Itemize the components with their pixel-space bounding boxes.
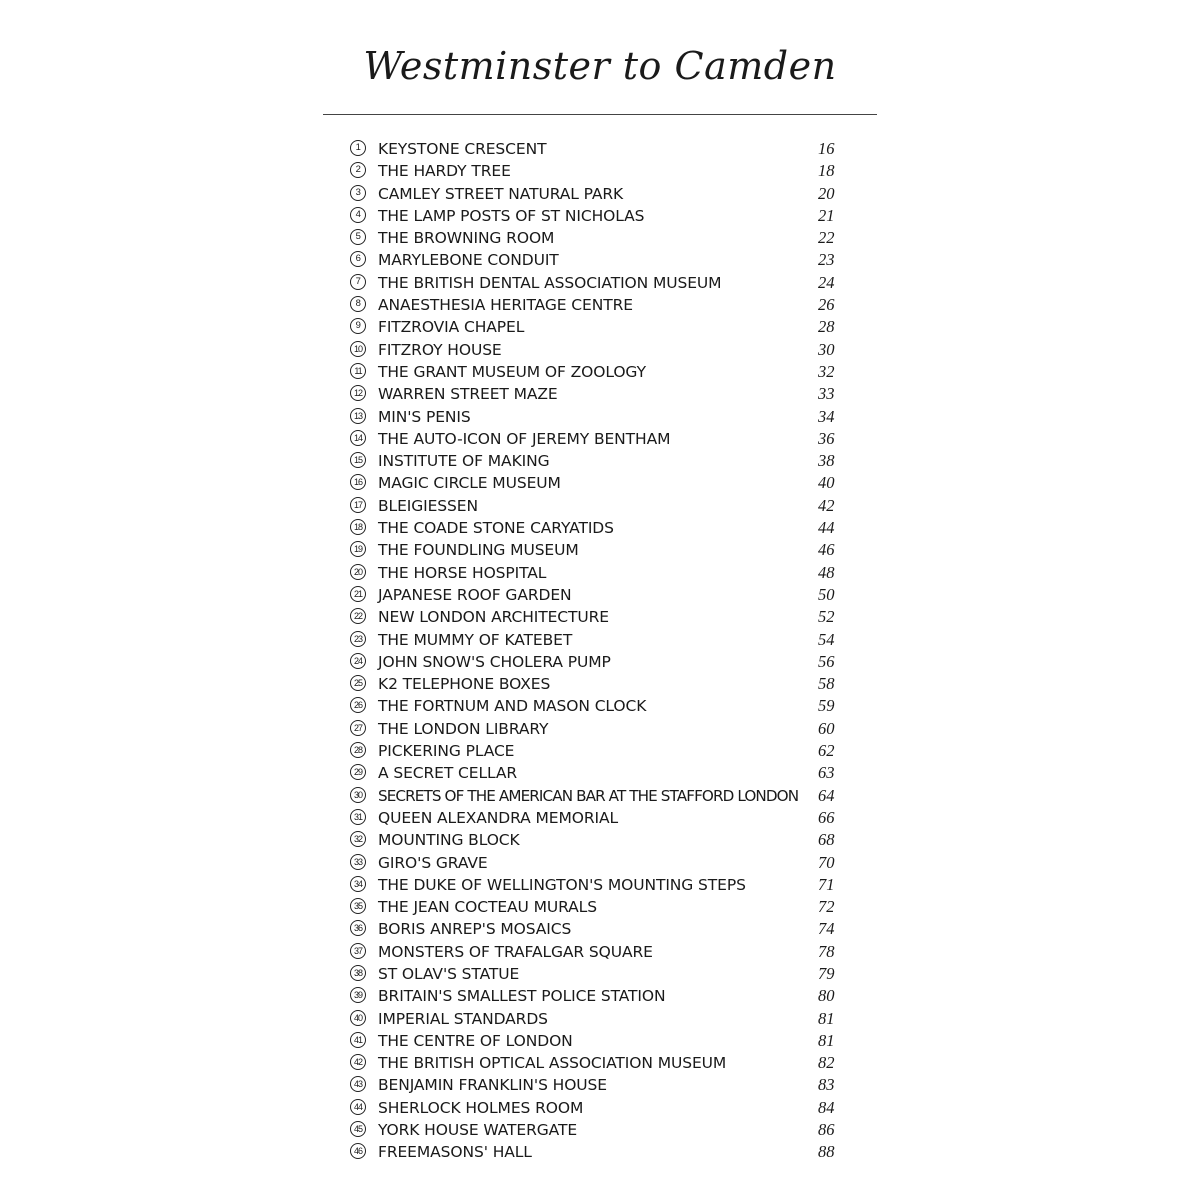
toc-page-number: 16 — [818, 139, 835, 158]
toc-entry-title: K2 TELEPHONE BOXES — [378, 675, 551, 694]
circled-number-badge: 12 — [350, 385, 366, 401]
toc-entry — [348, 985, 848, 1007]
toc-page-number: 63 — [818, 763, 835, 783]
toc-entry-title: NEW LONDON ARCHITECTURE — [378, 608, 609, 627]
circled-number-badge: 44 — [350, 1099, 366, 1115]
toc-entry-title: PICKERING PLACE — [378, 742, 515, 761]
toc-page-number: 80 — [818, 986, 835, 1006]
toc-page-number: 59 — [818, 696, 835, 716]
toc-page-number: 74 — [818, 919, 835, 939]
circled-number-badge: 3 — [350, 185, 366, 201]
circled-number-badge: 37 — [350, 943, 366, 959]
toc-entry — [348, 1052, 848, 1074]
toc-entry-title: A SECRET CELLAR — [378, 764, 518, 783]
toc-entry-title: ANAESTHESIA HERITAGE CENTRE — [378, 296, 633, 315]
toc-entry-title: THE BRITISH DENTAL ASSOCIATION MUSEUM — [378, 273, 722, 292]
toc-entry — [348, 472, 848, 494]
toc-page-number: 38 — [818, 451, 835, 471]
circled-number-badge: 6 — [350, 251, 366, 267]
toc-page-number: 71 — [818, 874, 835, 894]
toc-entry-title: THE MUMMY OF KATEBET — [378, 630, 573, 649]
toc-entry-title: SHERLOCK HOLMES ROOM — [378, 1098, 584, 1117]
toc-entry — [348, 718, 848, 740]
toc-entry-title: THE GRANT MUSEUM OF ZOOLOGY — [378, 362, 646, 381]
toc-entry — [348, 941, 848, 963]
toc-entry-title: MONSTERS OF TRAFALGAR SQUARE — [378, 942, 653, 961]
toc-page-number: 68 — [818, 830, 835, 850]
toc-entry-title: IMPERIAL STANDARDS — [378, 1009, 548, 1028]
circled-number-badge: 26 — [350, 697, 366, 713]
toc-entry — [348, 740, 848, 762]
circled-number-badge: 4 — [350, 207, 366, 223]
toc-entry-title: THE CENTRE OF LONDON — [378, 1031, 573, 1050]
circled-number-badge: 5 — [350, 229, 366, 245]
toc-entry-title: QUEEN ALEXANDRA MEMORIAL — [378, 808, 619, 827]
toc-entry — [348, 339, 848, 361]
circled-number-badge: 15 — [350, 452, 366, 468]
page-title: Westminster to Camden — [363, 44, 837, 88]
toc-entry — [348, 1008, 848, 1030]
toc-page-number: 83 — [818, 1075, 835, 1095]
toc-entry-title: MARYLEBONE CONDUIT — [378, 251, 559, 270]
toc-entry — [348, 673, 848, 695]
toc-entry — [348, 1074, 848, 1096]
toc-entry — [348, 428, 848, 450]
toc-page-number: 42 — [818, 495, 835, 515]
toc-entry-title: JOHN SNOW'S CHOLERA PUMP — [378, 652, 611, 671]
circled-number-badge: 36 — [350, 920, 366, 936]
toc-entry — [348, 918, 848, 940]
toc-entry-title: YORK HOUSE WATERGATE — [378, 1121, 578, 1140]
circled-number-badge: 34 — [350, 876, 366, 892]
toc-page-number: 50 — [818, 584, 835, 604]
toc-entry — [348, 450, 848, 472]
circled-number-badge: 25 — [350, 675, 366, 691]
toc-page-number: 24 — [818, 272, 835, 292]
toc-entry — [348, 495, 848, 517]
toc-page-number: 81 — [818, 1008, 835, 1028]
toc-entry-title: JAPANESE ROOF GARDEN — [378, 585, 572, 604]
toc-page-number: 60 — [818, 718, 835, 738]
toc-entry — [348, 361, 848, 383]
toc-entry — [348, 406, 848, 428]
toc-entry-title: MAGIC CIRCLE MUSEUM — [378, 474, 561, 493]
toc-page-number: 56 — [818, 651, 835, 671]
toc-entry-title: ST OLAV'S STATUE — [378, 964, 520, 983]
toc-page-number: 26 — [818, 295, 835, 315]
toc-page-number: 81 — [818, 1030, 835, 1050]
toc-page-number: 40 — [818, 473, 835, 493]
circled-number-badge: 20 — [350, 564, 366, 580]
toc-page-number: 64 — [818, 785, 835, 805]
toc-entry-title: BENJAMIN FRANKLIN'S HOUSE — [378, 1076, 607, 1095]
toc-page-number: 62 — [818, 741, 835, 761]
circled-number-badge: 32 — [350, 831, 366, 847]
toc-entry-title: FITZROY HOUSE — [378, 340, 502, 359]
toc-entry — [348, 606, 848, 628]
circled-number-badge: 41 — [350, 1032, 366, 1048]
toc-page-number: 34 — [818, 406, 835, 426]
toc-entry-title: THE LONDON LIBRARY — [378, 719, 549, 738]
circled-number-badge: 33 — [350, 854, 366, 870]
circled-number-badge: 23 — [350, 631, 366, 647]
toc-entry-title: THE DUKE OF WELLINGTON'S MOUNTING STEPS — [378, 875, 746, 894]
toc-page-number: 54 — [818, 629, 835, 649]
toc-entry — [348, 316, 848, 338]
toc-page-number: 23 — [818, 250, 835, 270]
toc-page-number: 86 — [818, 1120, 835, 1140]
toc-entry-title: FITZROVIA CHAPEL — [378, 318, 525, 337]
toc-page-number: 33 — [818, 384, 835, 404]
toc-entry — [348, 183, 848, 205]
toc-page-number: 66 — [818, 807, 835, 827]
toc-entry-title: THE COADE STONE CARYATIDS — [378, 519, 614, 538]
toc-entry-title: MIN'S PENIS — [378, 407, 471, 426]
toc-page-number: 58 — [818, 674, 835, 694]
toc-page-number: 21 — [818, 205, 835, 225]
circled-number-badge: 38 — [350, 965, 366, 981]
toc-entry — [348, 294, 848, 316]
toc-entry-title: THE HARDY TREE — [378, 162, 511, 181]
circled-number-badge: 21 — [350, 586, 366, 602]
toc-page-number: 28 — [818, 317, 835, 337]
toc-page-number: 78 — [818, 941, 835, 961]
toc-entry — [348, 785, 848, 807]
toc-entry — [348, 1030, 848, 1052]
toc-entry — [348, 762, 848, 784]
toc-entry-title: THE JEAN COCTEAU MURALS — [378, 898, 597, 917]
toc-entry — [348, 963, 848, 985]
circled-number-badge: 10 — [350, 341, 366, 357]
circled-number-badge: 2 — [350, 162, 366, 178]
toc-entry-title: GIRO'S GRAVE — [378, 853, 488, 872]
circled-number-badge: 14 — [350, 430, 366, 446]
toc-entry — [348, 1141, 848, 1163]
circled-number-badge: 16 — [350, 474, 366, 490]
toc-page-number: 20 — [818, 183, 835, 203]
toc-entry — [348, 651, 848, 673]
circled-number-badge: 17 — [350, 497, 366, 513]
toc-page-number: 72 — [818, 897, 835, 917]
circled-number-badge: 19 — [350, 541, 366, 557]
circled-number-badge: 42 — [350, 1054, 366, 1070]
toc-entry — [348, 695, 848, 717]
toc-page-number: 70 — [818, 852, 835, 872]
circled-number-badge: 40 — [350, 1010, 366, 1026]
toc-entry-title: MOUNTING BLOCK — [378, 831, 520, 850]
toc-page-number: 52 — [818, 607, 835, 627]
toc-page-number: 18 — [818, 161, 835, 181]
circled-number-badge: 45 — [350, 1121, 366, 1137]
toc-entry-title: CAMLEY STREET NATURAL PARK — [378, 184, 624, 203]
circled-number-badge: 8 — [350, 296, 366, 312]
toc-entry — [348, 629, 848, 651]
toc-entry — [348, 584, 848, 606]
toc-entry — [348, 249, 848, 271]
toc-entry-title: INSTITUTE OF MAKING — [378, 452, 550, 471]
title-divider — [323, 114, 877, 115]
circled-number-badge: 27 — [350, 720, 366, 736]
circled-number-badge: 46 — [350, 1143, 366, 1159]
toc-entry-title: THE BROWNING ROOM — [378, 229, 555, 248]
toc-entry-title: KEYSTONE CRESCENT — [378, 140, 547, 158]
toc-entry-title: THE HORSE HOSPITAL — [378, 563, 547, 582]
toc-entry-title: THE FOUNDLING MUSEUM — [378, 541, 579, 560]
circled-number-badge: 29 — [350, 764, 366, 780]
toc-entry — [348, 896, 848, 918]
toc-page-number: 44 — [818, 518, 835, 538]
toc-page-number: 79 — [818, 963, 835, 983]
toc-entry — [348, 205, 848, 227]
toc-page-number: 22 — [818, 228, 835, 248]
toc-page-number: 46 — [818, 540, 835, 560]
toc-page-number: 48 — [818, 562, 835, 582]
circled-number-badge: 7 — [350, 274, 366, 290]
toc-entry — [348, 383, 848, 405]
circled-number-badge: 28 — [350, 742, 366, 758]
toc-entry-title: BLEIGIESSEN — [378, 496, 478, 515]
toc-entry — [348, 227, 848, 249]
circled-number-badge: 9 — [350, 318, 366, 334]
toc-entry-title: THE AUTO-ICON OF JEREMY BENTHAM — [378, 429, 671, 448]
toc-entry — [348, 829, 848, 851]
toc-entry — [348, 1097, 848, 1119]
toc-page-number: 84 — [818, 1097, 835, 1117]
circled-number-badge: 30 — [350, 787, 366, 803]
circled-number-badge: 35 — [350, 898, 366, 914]
toc-entry-title: BRITAIN'S SMALLEST POLICE STATION — [378, 987, 666, 1006]
toc-entry-title: SECRETS OF THE AMERICAN BAR AT THE STAFFORD LONDON — [378, 786, 799, 805]
circled-number-badge: 22 — [350, 608, 366, 624]
toc-entry-title: THE LAMP POSTS OF ST NICHOLAS — [378, 206, 645, 225]
toc-entry — [348, 562, 848, 584]
toc-entry — [348, 852, 848, 874]
toc-entry-title: THE BRITISH OPTICAL ASSOCIATION MUSEUM — [378, 1054, 727, 1073]
circled-number-badge: 31 — [350, 809, 366, 825]
toc-page-number: 88 — [818, 1142, 835, 1162]
toc-entry-title: BORIS ANREP'S MOSAICS — [378, 920, 572, 939]
toc-entry — [348, 160, 848, 182]
toc-page-number: 36 — [818, 428, 835, 448]
toc-entry-title: FREEMASONS' HALL — [378, 1143, 532, 1162]
circled-number-badge: 11 — [350, 363, 366, 379]
circled-number-badge: 24 — [350, 653, 366, 669]
toc-entry-title: THE FORTNUM AND MASON CLOCK — [378, 697, 647, 716]
toc-entry — [348, 807, 848, 829]
toc-entry — [348, 138, 848, 160]
circled-number-badge: 39 — [350, 987, 366, 1003]
circled-number-badge: 18 — [350, 519, 366, 535]
toc-entry — [348, 539, 848, 561]
toc-page-number: 82 — [818, 1053, 835, 1073]
toc-page-number: 30 — [818, 339, 835, 359]
toc-entry — [348, 517, 848, 539]
toc-entry — [348, 874, 848, 896]
circled-number-badge: 1 — [350, 140, 366, 156]
toc-entry — [348, 1119, 848, 1141]
toc-entry — [348, 272, 848, 294]
toc-entry-title: WARREN STREET MAZE — [378, 385, 558, 404]
circled-number-badge: 13 — [350, 408, 366, 424]
circled-number-badge: 43 — [350, 1076, 366, 1092]
toc-page-number: 32 — [818, 361, 835, 381]
table-of-contents — [348, 138, 848, 1164]
